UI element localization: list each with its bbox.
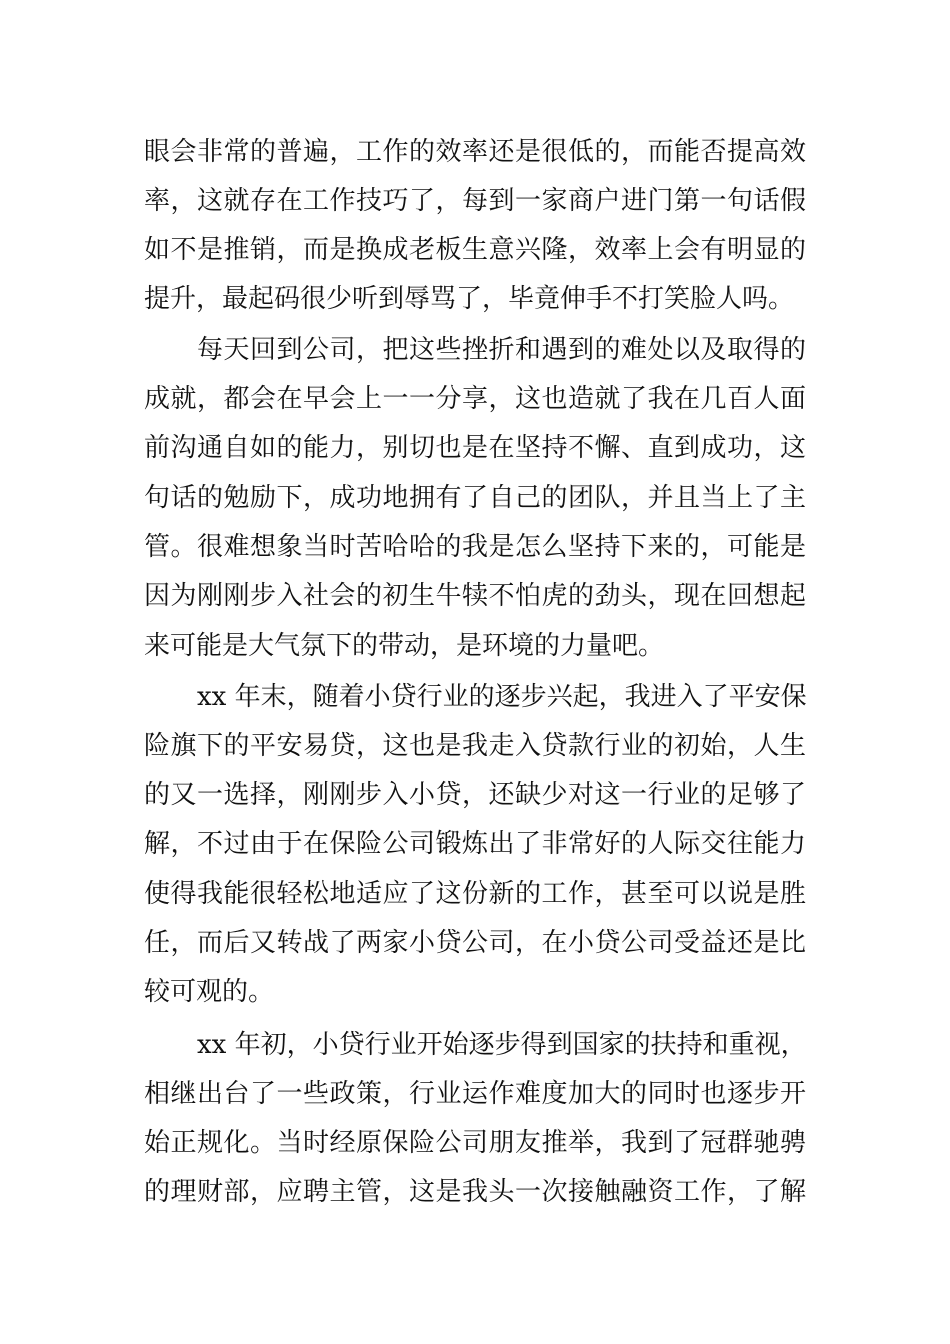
text-line: 前沟通自如的能力，别切也是在坚持不懈、直到成功，这: [144, 433, 806, 463]
text-line: 句话的勉励下，成功地拥有了自己的团队，并且当上了主: [144, 483, 806, 513]
text-line: 使得我能很轻松地适应了这份新的工作，甚至可以说是胜: [144, 879, 806, 909]
text-line: 任，而后又转战了两家小贷公司，在小贷公司受益还是比: [144, 928, 806, 958]
text-line: 相继出台了一些政策，行业运作难度加大的同时也逐步开: [144, 1079, 806, 1109]
text-line: 的又一选择，刚刚步入小贷，还缺少对这一行业的足够了: [144, 780, 806, 810]
text-line: 始正规化。当时经原保险公司朋友推举，我到了冠群驰骋: [144, 1128, 806, 1158]
text-line: 如不是推销，而是换成老板生意兴隆，效率上会有明显的: [144, 235, 806, 265]
text-line: 提升，最起码很少听到辱骂了，毕竟伸手不打笑脸人吗。: [144, 284, 795, 314]
text-line: 解，不过由于在保险公司锻炼出了非常好的人际交往能力: [144, 829, 806, 859]
text-line: 成就，都会在早会上一一分享，这也造就了我在几百人面: [144, 384, 806, 414]
text-line: 较可观的。: [144, 977, 275, 1007]
text-line: 险旗下的平安易贷，这也是我走入贷款行业的初始，人生: [144, 731, 806, 761]
text-line: 来可能是大气氛下的带动，是环境的力量吧。: [144, 631, 665, 661]
text-line: 管。很难想象当时苦哈哈的我是怎么坚持下来的，可能是: [144, 532, 806, 562]
text-line: 的理财部，应聘主管，这是我头一次接触融资工作，了解: [144, 1177, 806, 1207]
paragraph-first-line: 每天回到公司，把这些挫折和遇到的难处以及取得的: [197, 335, 806, 365]
text-line: 因为刚刚步入社会的初生牛犊不怕虎的劲头，现在回想起: [144, 581, 806, 611]
text-line: 眼会非常的普遍，工作的效率还是很低的，而能否提高效: [144, 137, 806, 167]
paragraph-first-line: xx 年初，小贷行业开始逐步得到国家的扶持和重视，: [197, 1030, 807, 1060]
paragraph-first-line: xx 年末，随着小贷行业的逐步兴起，我进入了平安保: [197, 682, 807, 712]
text-line: 率，这就存在工作技巧了，每到一家商户进门第一句话假: [144, 186, 806, 216]
